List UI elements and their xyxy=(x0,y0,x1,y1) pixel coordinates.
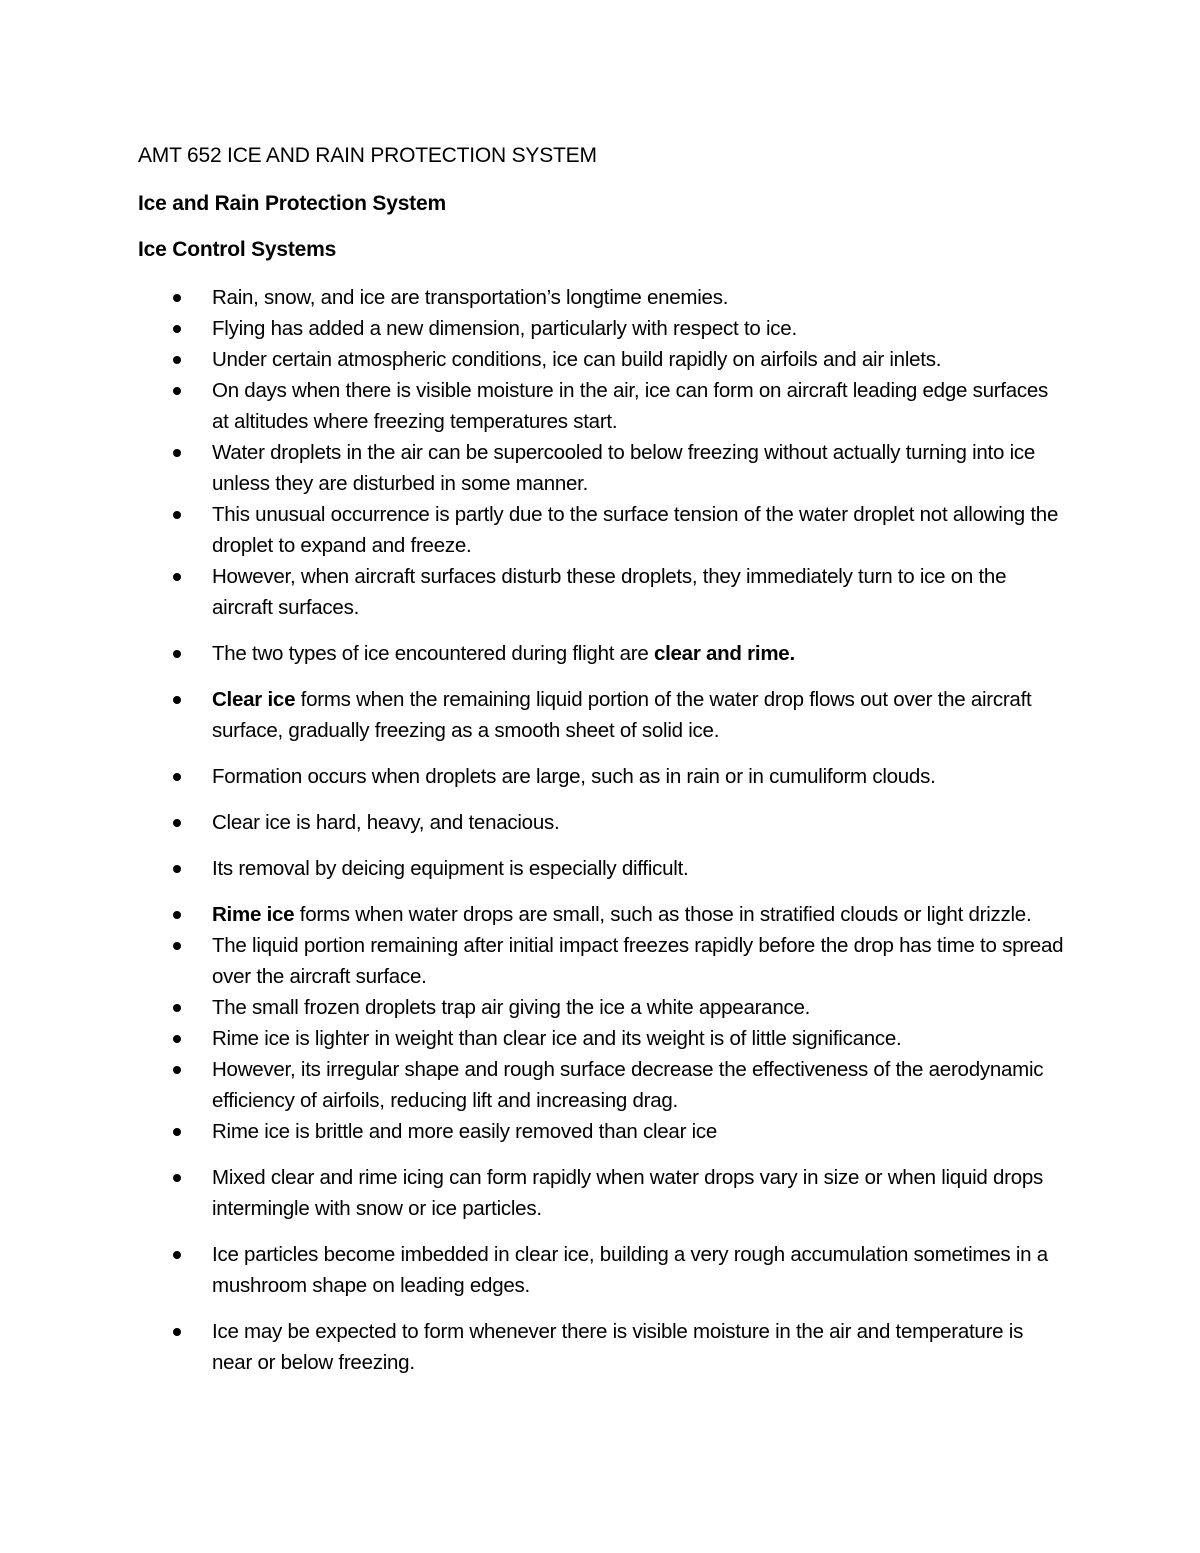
bullet-icon xyxy=(173,819,181,827)
bullet-icon xyxy=(173,356,181,364)
bullet-icon xyxy=(173,1128,181,1136)
bullet-icon xyxy=(173,942,181,950)
bullet-icon xyxy=(173,325,181,333)
list-item xyxy=(138,761,1068,792)
list-item-text: The two types of ice encountered during flight are xyxy=(212,642,654,665)
section-heading: Ice and Rain Protection System xyxy=(138,192,446,215)
bullet-icon xyxy=(173,911,181,919)
list-item xyxy=(138,313,1068,344)
list-item-text: Under certain atmospheric conditions, ice can build rapidly on airfoils and air inlets. xyxy=(212,348,942,371)
list-item-text: forms when the remaining liquid portion of the water drop flows out over the aircraft surface, gradually freezing as a smooth sheet of solid ice. xyxy=(212,688,1032,742)
bullet-icon xyxy=(173,650,181,658)
list-item xyxy=(138,375,1068,437)
bullet-icon xyxy=(173,696,181,704)
list-item xyxy=(138,930,1068,992)
list-item-text: Mixed clear and rime icing can form rapidly when water drops vary in size or when liquid drops intermingle with snow or ice particles. xyxy=(212,1166,1044,1220)
list-item-text: The small frozen droplets trap air giving the ice a white appearance. xyxy=(212,996,811,1019)
list-item-bold-text: Clear ice xyxy=(212,688,296,711)
bullet-icon xyxy=(173,387,181,395)
bullet-icon xyxy=(173,865,181,873)
list-item-text: Ice particles become imbedded in clear ice, building a very rough accumulation sometimes in a mushroom shape on leading edges. xyxy=(212,1243,1048,1297)
bullet-icon xyxy=(173,1035,181,1043)
list-item xyxy=(138,807,1068,838)
list-item-text: However, its irregular shape and rough surface decrease the effectiveness of the aerodynamic efficiency of airfoils, reducing lift and increasing drag. xyxy=(212,1058,1044,1112)
list-item-text: Rain, snow, and ice are transportation’s longtime enemies. xyxy=(212,286,729,309)
bullet-icon xyxy=(173,511,181,519)
bullet-icon xyxy=(173,573,181,581)
bullet-icon xyxy=(173,1066,181,1074)
list-item-text: Clear ice is hard, heavy, and tenacious. xyxy=(212,811,560,834)
subsection-heading: Ice Control Systems xyxy=(138,238,337,261)
list-item xyxy=(138,1162,1068,1224)
list-item-text: The liquid portion remaining after initial impact freezes rapidly before the drop has time to spread over the aircraft surface. xyxy=(212,934,1064,988)
list-item xyxy=(138,437,1068,499)
bullet-icon xyxy=(173,1251,181,1259)
list-item-bold-text: clear and rime. xyxy=(653,642,795,665)
list-item-text: However, when aircraft surfaces disturb these droplets, they immediately turn to ice on the aircraft surfaces. xyxy=(212,565,1007,619)
list-item xyxy=(138,344,1068,375)
list-item-text: This unusual occurrence is partly due to the surface tension of the water droplet not allowing the droplet to expand and freeze. xyxy=(212,503,1059,557)
list-item xyxy=(138,1054,1068,1116)
list-item-text: Its removal by deicing equipment is especially difficult. xyxy=(212,857,689,880)
list-item xyxy=(138,282,1068,313)
list-item-text: forms when water drops are small, such as those in stratified clouds or light drizzle. xyxy=(294,903,1032,926)
list-item xyxy=(138,638,1068,669)
list-item-text: Water droplets in the air can be supercooled to below freezing without actually turning into ice unless they are disturbed in some manner. xyxy=(212,441,1036,495)
list-item-text: Flying has added a new dimension, particularly with respect to ice. xyxy=(212,317,797,340)
document-body xyxy=(138,142,1068,1378)
list-item-text: Formation occurs when droplets are large, such as in rain or in cumuliform clouds. xyxy=(212,765,936,788)
list-item xyxy=(138,684,1068,746)
bullet-icon xyxy=(173,1328,181,1336)
list-item xyxy=(138,1239,1068,1301)
list-item xyxy=(138,561,1068,623)
list-item-text: On days when there is visible moisture in the air, ice can form on aircraft leading edge surfaces at altitudes where freezing temperatures start. xyxy=(212,379,1049,433)
bullet-icon xyxy=(173,1004,181,1012)
document-title: AMT 652 ICE AND RAIN PROTECTION SYSTEM xyxy=(138,144,597,167)
bullet-list xyxy=(138,282,1068,1378)
bullet-icon xyxy=(173,294,181,302)
list-item-bold-text: Rime ice xyxy=(212,903,295,926)
bullet-icon xyxy=(173,1174,181,1182)
list-item xyxy=(138,1116,1068,1147)
list-item xyxy=(138,1023,1068,1054)
list-item xyxy=(138,899,1068,930)
list-item xyxy=(138,499,1068,561)
bullet-icon xyxy=(173,449,181,457)
list-item-text: Ice may be expected to form whenever there is visible moisture in the air and temperature is near or below freezing. xyxy=(212,1320,1024,1374)
list-item-text: Rime ice is lighter in weight than clear ice and its weight is of little significance. xyxy=(212,1027,902,1050)
list-item xyxy=(138,1316,1068,1378)
list-item xyxy=(138,853,1068,884)
list-item xyxy=(138,992,1068,1023)
list-item-text: Rime ice is brittle and more easily removed than clear ice xyxy=(212,1120,718,1143)
bullet-icon xyxy=(173,773,181,781)
